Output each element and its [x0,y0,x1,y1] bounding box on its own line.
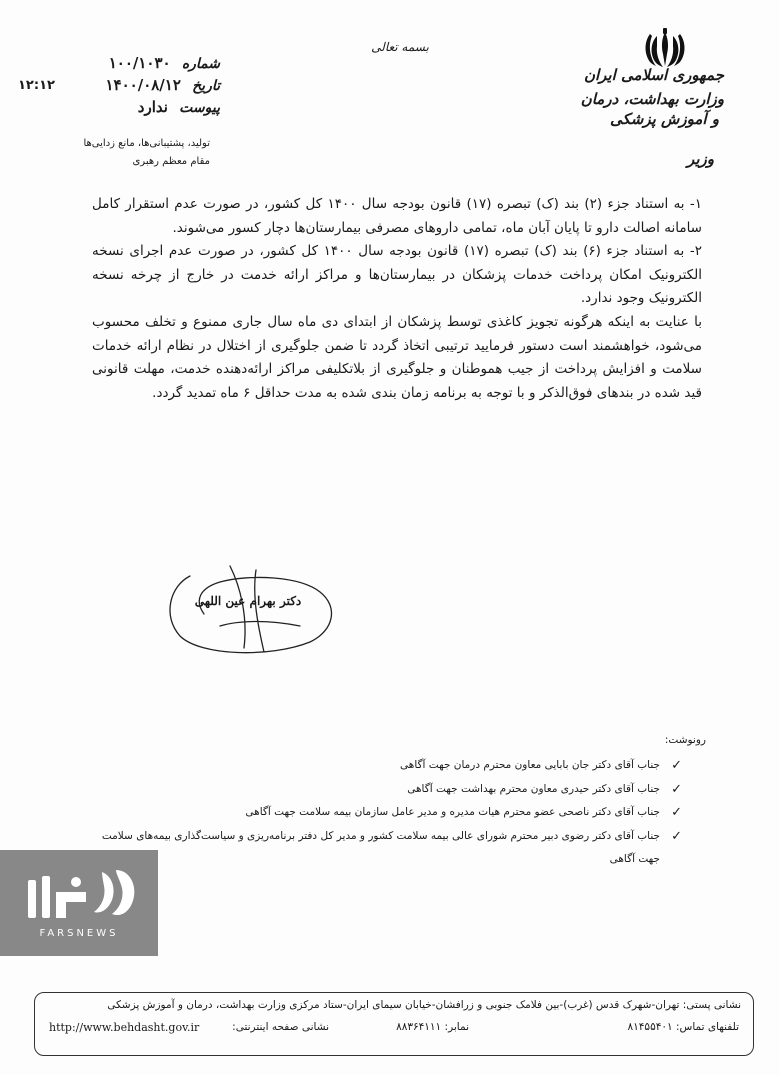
body-paragraph-1: ۱- به استناد جزء (۲) بند (ک) تبصره (۱۷) قانون بودجه سال ۱۴۰۰ کل کشور، در صورت عدم استقرار کامل سامانه اصالت دارو تا پایان آبان ماه، تمامی داروهای مصرفی بیمارستان‌ها دچار کسور می‌شوند. [92,196,702,236]
letter-date [96,76,220,94]
checkmark-icon: ✓ [671,781,682,797]
farsnews-logo-icon [20,862,140,928]
timestamp: ۱۲:۱۲ [18,78,55,93]
signatory-name: دکتر بهرام عین اللهی [194,594,302,608]
checkmark-icon: ✓ [671,805,682,820]
fax-number: نمابر: ۸۸۳۶۴۱۱۱ [396,1021,469,1033]
letter-body [92,193,702,405]
list-item [96,754,682,778]
farsnews-label: FARSNEWS [39,928,119,939]
website-label: نشانی صفحه اینترنتی: [232,1021,329,1033]
list-item [96,778,682,802]
website-link[interactable]: http://www.behdasht.gov.ir [49,1021,200,1034]
letter-attachment-label: پیوست [179,100,220,116]
cc-item-text: جناب آقای دکتر رضوی دبیر محترم شورای عالی بیمه سلامت کشور و مدیر کل دفتر برنامه‌ریزی و سیاست‌گذاری بیمه‌های سلامت جهت آگاهی [101,829,660,865]
slogan-line1: تولید، پشتیبانی‌ها، مانع زدایی‌ها [83,138,210,149]
government-title: جمهوری اسلامی ایران [583,66,724,84]
footer-contact-row [49,1021,739,1037]
role-title: وزیر [687,150,714,168]
letter-date-value: ۱۴۰۰/۰۸/۱۲ [105,76,181,94]
slogan-line2: مقام معظم رهبری [132,156,210,167]
letter-attachment [120,98,220,116]
slogan [50,135,210,171]
list-item [96,801,682,825]
checkmark-icon: ✓ [671,758,682,773]
letter-number-label: شماره [181,56,220,72]
footer-contact-box [34,992,754,1056]
postal-address: نشانی پستی: تهران-شهرک قدس (غرب)-بین فلامک جنوبی و زرافشان-خیابان سیمای ایران-ستاد مرکزی وزارت بهداشت، درمان و آموزش پزشکی [107,999,741,1011]
cc-title: رونوشت: [664,734,706,746]
body-paragraph-2: ۲- به استناد جزء (۶) بند (ک) تبصره (۱۷) قانون بودجه سال ۱۴۰۰ کل کشور، در صورت عدم اجرای نسخه الکترونیک امکان پرداخت خدمات پزشکان در بیمارستان‌ها و مراکز ارائه خدمت در خارج از چرخه نسخه الکترونیک وجود ندارد. [92,243,702,307]
list-item [96,825,682,872]
farsnews-watermark [0,850,158,956]
signature-scribble-icon [160,556,340,660]
ministry-title-line2: و آموزش پزشکی [610,110,719,128]
letter-number [100,54,220,72]
cc-item-text: جناب آقای دکتر حیدری معاون محترم بهداشت جهت آگاهی [407,782,660,795]
cc-list [96,754,682,872]
ministry-title-line1: وزارت بهداشت، درمان [580,90,724,108]
phone-number: تلفنهای تماس: ۸۱۴۵۵۴۰۱ [627,1021,739,1033]
letter-date-label: تاریخ [192,78,220,94]
letter-attachment-value: ندارد [137,98,168,116]
cc-item-text: جناب آقای دکتر ناصحی عضو محترم هیات مدیره و مدیر عامل سازمان بیمه سلامت جهت آگاهی [245,806,660,818]
bismillah: بسمه تعالی [371,40,429,54]
letter-number-value: ۱۰۰/۱۰۳۰ [108,54,171,72]
checkmark-icon: ✓ [671,828,682,844]
body-paragraph-3: با عنایت به اینکه هرگونه تجویز کاغذی توسط پزشکان از ابتدای دی ماه سال جاری ممنوع و تخلف محسوب می‌شود، خواهشمند است دستور فرمایید ترتیبی اتخاذ گردد تا ضمن جلوگیری از اختلال در نظام ارائه خدمات سلامت و افزایش پرداخت از جیب هموطنان و جلوگیری از بلاتکلیفی مراکز ارائه‌دهنده خدمت، مهلت قانونی قید شده در بندهای فوق‌الذکر و با توجه به برنامه زمان بندی شده به مدت حداقل ۶ ماه تمدید گردد. [92,313,702,401]
cc-item-text: جناب آقای دکتر جان بابایی معاون محترم درمان جهت آگاهی [400,759,660,771]
